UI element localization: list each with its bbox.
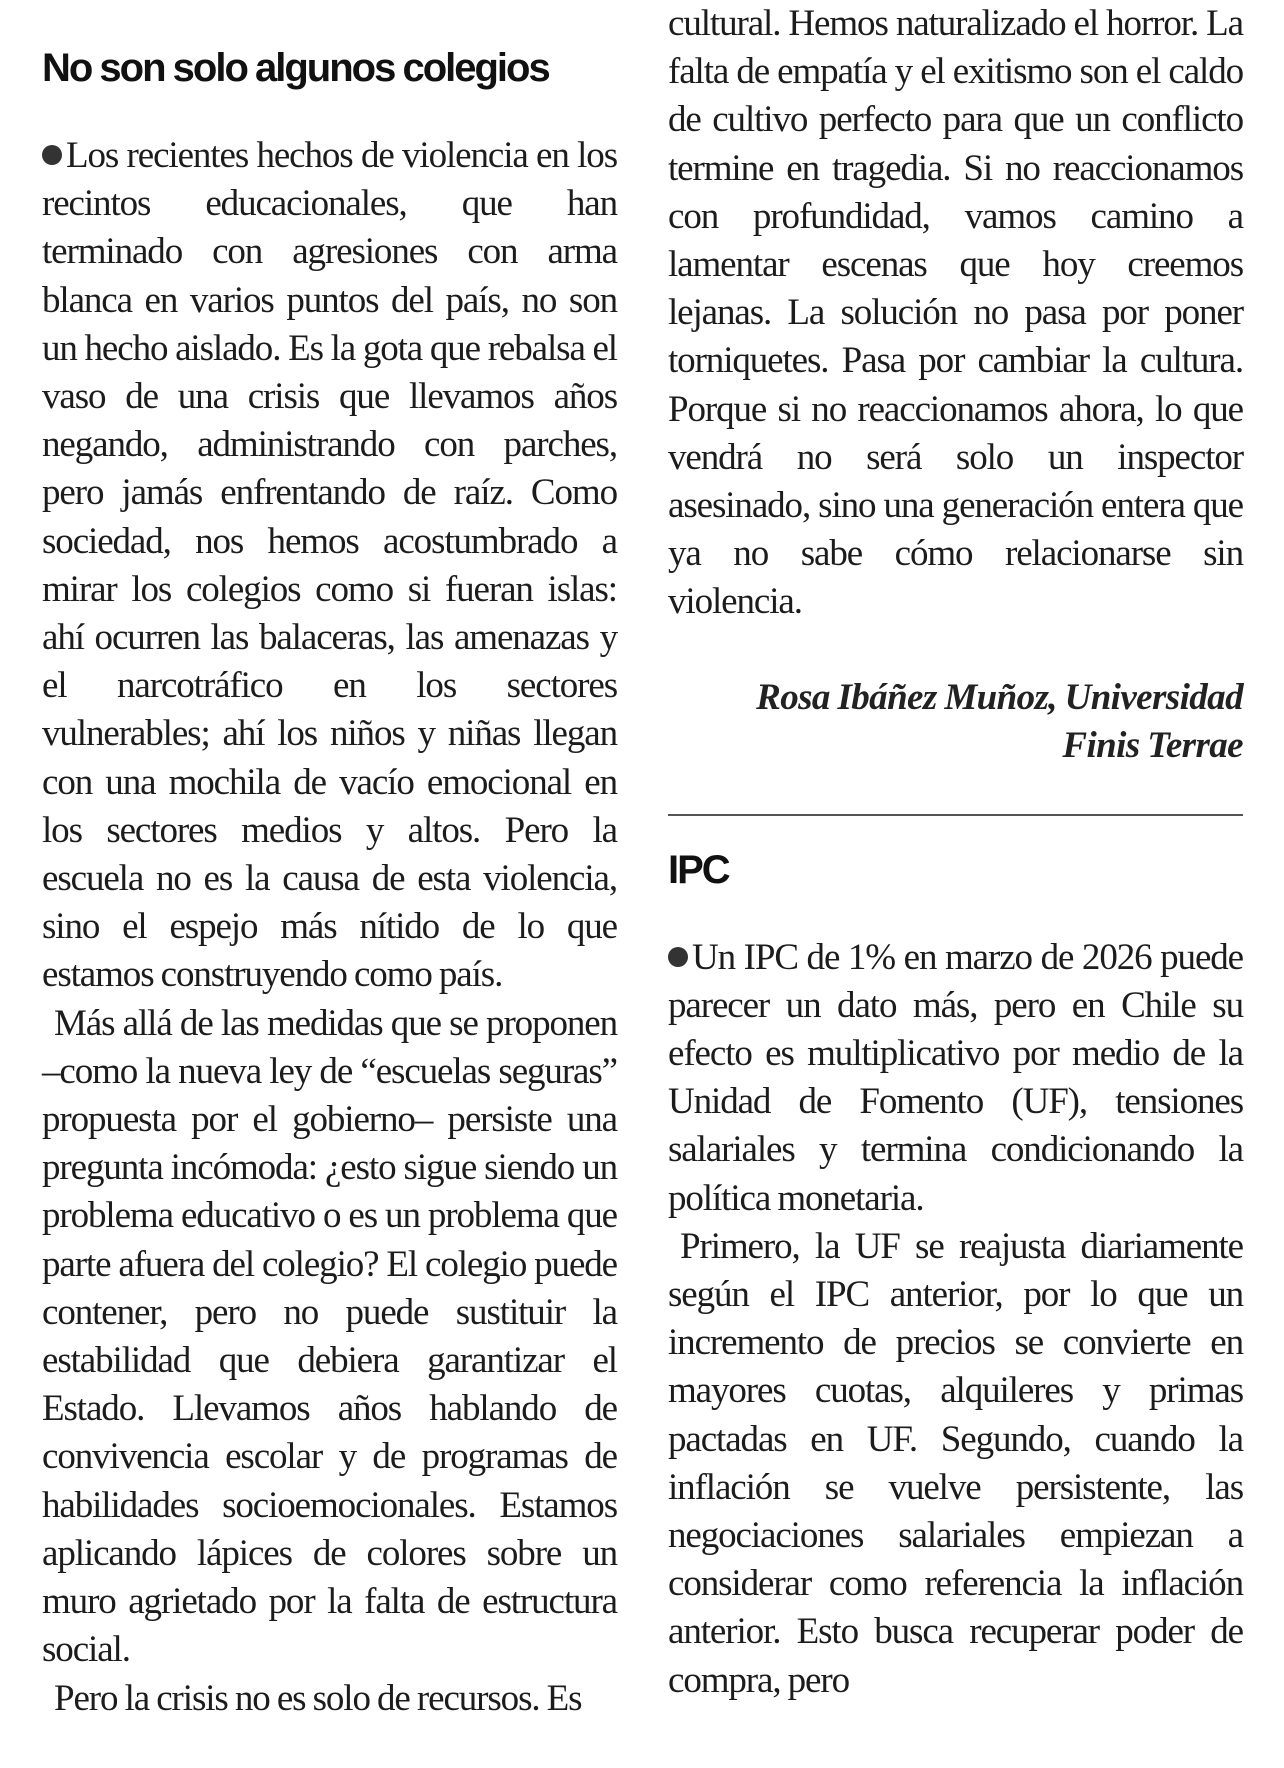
- article-paragraph-3: Pero la crisis no es solo de recursos. Es: [54, 1677, 582, 1719]
- left-column: [42, 0, 617, 1723]
- ipc-paragraph-1: [668, 934, 1243, 1223]
- article-headline: No son solo algunos colegios: [42, 46, 549, 90]
- article-continuation: cultural. Hemos naturalizado el horror. La falta de empatía y el exitismo son el caldo de cultivo perfecto para que un conflicto termine en tragedia. Si no reaccionamos con profundidad, vamos camino a lamentar escenas que hoy creemos lejanas. La solución no pasa por poner torniquetes. Pasa por cambiar la cultura. Porque si no reaccionamos ahora, lo que vendrá no será solo un inspector asesinado, sino una generación entera que ya no sabe cómo relacionarse sin violencia.: [668, 3, 1243, 623]
- signature-name: Rosa Ibáñez Muñoz, Universidad: [756, 676, 1243, 718]
- section-divider: [668, 814, 1243, 816]
- bullet-icon: [42, 145, 62, 165]
- author-signature: [668, 674, 1243, 770]
- ipc-paragraph-2: Primero, la UF se reajusta diariamente según el IPC anterior, por lo que un incremento de precios se convierte en mayores cuotas, alquileres y primas pactadas en UF. Segundo, cuando la inflación se vuelve persistente, las negociaciones salariales empiezan a considerar como referencia la inflación anterior. Esto busca recuperar poder de compra, pero: [668, 1225, 1243, 1701]
- signature-affiliation: Finis Terrae: [1062, 724, 1243, 766]
- article-paragraph-2: Más allá de las medidas que se proponen –como la nueva ley de “escuelas seguras” propuesta por el gobierno– persiste una pregunta incómoda: ¿esto sigue siendo un problema educativo o es un problema que parte afuera del colegio? El colegio puede contener, pero no puede sustituir la estabilidad que debiera garantizar el Estado. Llevamos años hablando de convivencia escolar y de programas de habilidades socioemocionales. Estamos aplicando lápices de colores sobre un muro agrietado por la falta de estructura social.: [42, 1002, 617, 1671]
- paragraph-text: Los recientes hechos de violencia en los recintos educacionales, que han terminado con agresiones con arma blanca en varios puntos del país, no son un hecho aislado. Es la gota que rebalsa el vaso de una crisis que llevamos años negando, administrando con parches, pero jamás enfrentando de raíz. Como sociedad, nos hemos acostumbrado a mirar los colegios como si fueran islas: ahí ocurren las balaceras, las amenazas y el narcotráfico en los sectores vulnerables; ahí los niños y niñas llegan con una mochila de vacío emocional en los sectores medios y altos. Pero la escuela no es la causa de esta violencia, sino el espejo más nítido de lo que estamos construyendo como país.: [42, 135, 617, 996]
- section-headline-ipc: IPC: [668, 847, 729, 892]
- right-column: [668, 0, 1243, 1705]
- paragraph-text: Un IPC de 1% en marzo de 2026 puede parecer un dato más, pero en Chile su efecto es multiplicativo por medio de la Unidad de Fomento (UF), tensiones salariales y termina condicionando la política monetaria.: [668, 936, 1243, 1219]
- bullet-icon: [668, 947, 688, 967]
- article-paragraph-1: [42, 132, 617, 1000]
